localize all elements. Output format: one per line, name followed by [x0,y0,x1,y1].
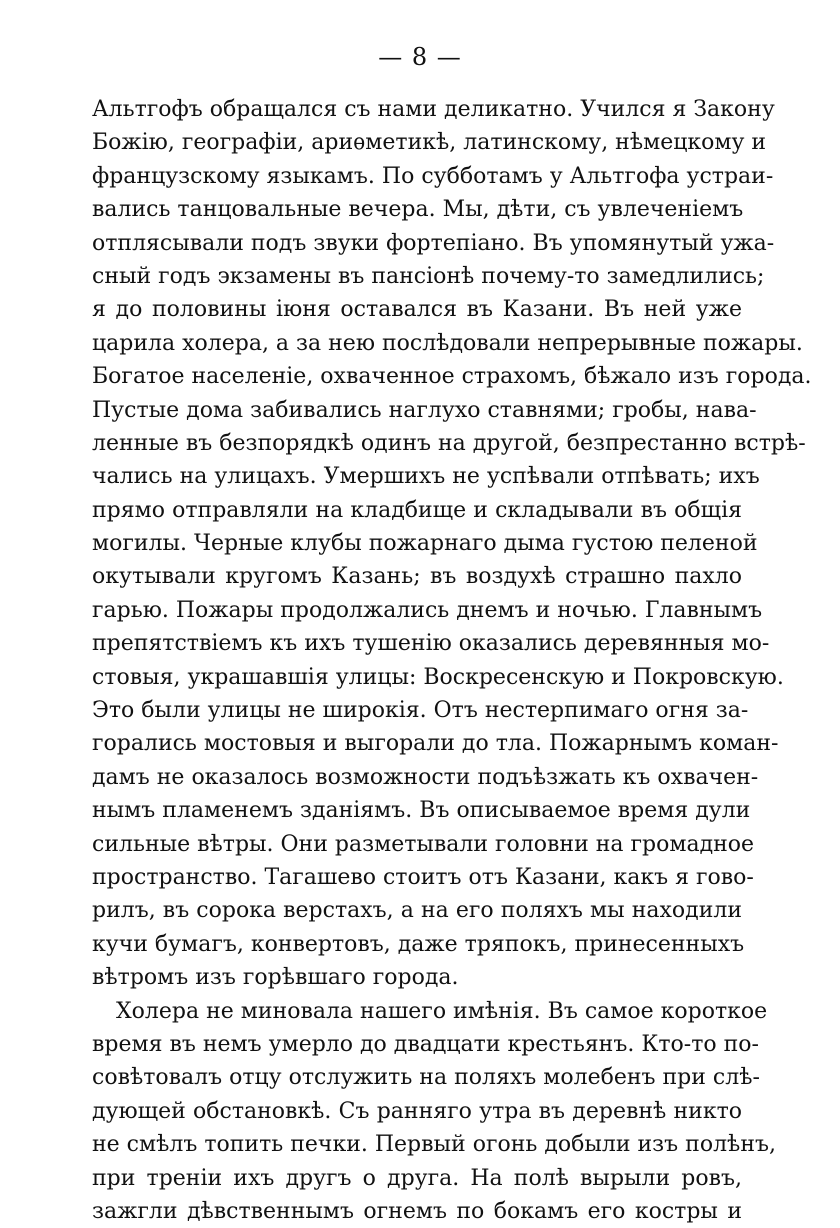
text-line: сный годъ экзамены въ пансiонѣ почему-то замедлились; [92,263,765,289]
text-line: рилъ, въ сорока верстахъ, а на его поляхъ мы находили [92,898,742,924]
text-line: прямо отправляли на кладбище и складывали въ общiя [92,497,742,523]
text-line: горались мостовыя и выгорали до тла. Пожарнымъ коман- [92,731,779,757]
page-number: — 8 — [378,43,462,71]
text-line: чались на улицахъ. Умершихъ не успѣвали отпѣвать; ихъ [92,464,760,490]
text-line: я до половины iюня оставался въ Казани. Въ ней уже [92,297,742,323]
text-line: отплясывали подъ звуки фортепiано. Въ упомянутый ужа- [92,230,775,256]
paragraph-1 [92,93,812,995]
text-line: время въ немъ умерло до двадцати крестьянъ. Кто-то по- [92,1031,759,1057]
text-line: Альтгофъ обращался съ нами деликатно. Учился я Закону [92,97,775,122]
text-line: дамъ не оказалось возможности подъѣзжать къ охвачен- [92,764,759,790]
text-line: не смѣлъ топить печки. Первый огонь добыли изъ полѣнъ, [92,1132,776,1158]
text-line: Божiю, географiи, ариѳметикѣ, латинскому, нѣмецкому и [92,130,767,156]
paragraph-2 [92,995,776,1228]
text-line: гарью. Пожары продолжались днемъ и ночью. Главнымъ [92,597,763,623]
text-line: при тренiи ихъ другъ о друга. На полѣ вырыли ровъ, [92,1165,742,1191]
text-line: Пустые дома забивались наглухо ставнями; гробы, нава- [92,397,757,423]
text-line: французскому языкамъ. По субботамъ у Альтгофа устраи- [92,163,774,189]
text-line: вѣтромъ изъ горѣвшаго города. [92,965,459,991]
text-line: царила холера, а за нею послѣдовали непрерывные пожары. [92,330,803,356]
text-line: могилы. Черные клубы пожарнаго дыма густою пеленой [92,531,758,557]
text-body [92,93,812,1228]
text-line: ленные въ безпорядкѣ одинъ на другой, безпрестанно встрѣ- [92,430,806,456]
text-line: пространство. Тагашево стоитъ отъ Казани, какъ я гово- [92,864,754,890]
text-line: препятствiемъ къ ихъ тушенiю оказались деревянныя мо- [92,631,770,657]
text-line: Холера не миновала нашего имѣнiя. Въ самое короткое [116,998,768,1024]
text-line: вались танцовальные вечера. Мы, дѣти, съ увлеченiемъ [92,197,744,223]
text-line: кучи бумагъ, конвертовъ, даже тряпокъ, принесенныхъ [92,931,745,957]
text-line: Богатое населенiе, охваченное страхомъ, бѣжало изъ города. [92,364,812,390]
text-line: совѣтовалъ отцу отслужить на поляхъ молебенъ при слѣ- [92,1065,760,1091]
text-line: зажгли дѣвственнымъ огнемъ по бокамъ его костры и [92,1198,742,1224]
text-line: сильные вѣтры. Они разметывали головни на громадное [92,831,755,857]
text-line: окутывали кругомъ Казань; въ воздухѣ страшно пахло [92,564,742,590]
text-line: дующей обстановкѣ. Съ ранняго утра въ деревнѣ никто [92,1098,742,1124]
text-line: нымъ пламенемъ зданiямъ. Въ описываемое время дули [92,798,751,824]
text-line: стовыя, украшавшiя улицы: Воскресенскую и Покровскую. [92,664,784,690]
text-line: Это были улицы не широкiя. Отъ нестерпимаго огня за- [92,698,749,724]
